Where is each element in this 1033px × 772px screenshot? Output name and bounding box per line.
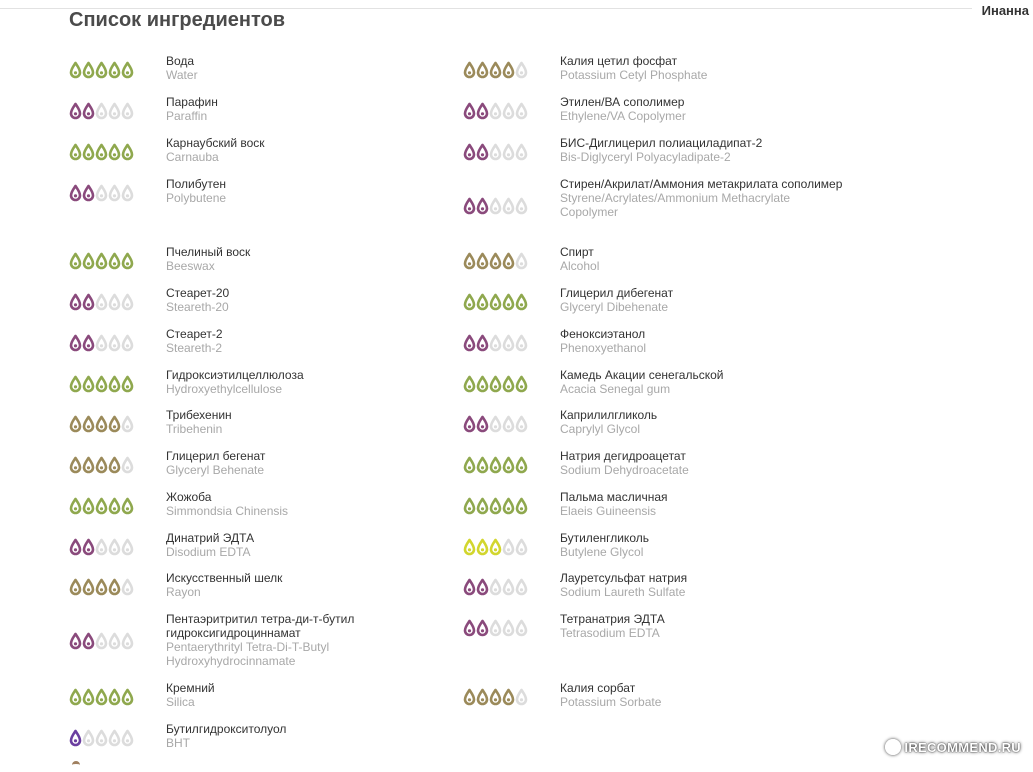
rating-drop-filled-icon bbox=[514, 293, 529, 311]
ingredient-names bbox=[560, 408, 850, 436]
rating-drop-empty-icon bbox=[120, 102, 135, 120]
ingredient-name-en: Caprylyl Glycol bbox=[560, 422, 641, 436]
watermark-logo-icon bbox=[885, 739, 901, 755]
ingredient-name-ru[interactable]: Пальма масличная bbox=[560, 490, 668, 504]
ingredient-name-ru[interactable]: Глицерил дибегенат bbox=[560, 286, 674, 300]
rating-drop-empty-icon bbox=[514, 252, 529, 270]
ingredient-name-en: Potassium Sorbate bbox=[560, 695, 662, 709]
ingredient-name-en: Tetrasodium EDTA bbox=[560, 626, 660, 640]
rating-drop-filled-icon bbox=[120, 252, 135, 270]
cut-off-rating-icon bbox=[72, 761, 80, 772]
watermark-text: IRECOMMEND.RU bbox=[904, 740, 1021, 755]
ingredient-names bbox=[166, 612, 391, 668]
ingredient-names bbox=[166, 722, 391, 750]
ingredient-names bbox=[560, 54, 850, 82]
page-title: Список ингредиентов bbox=[69, 9, 286, 31]
rating-drop-empty-icon bbox=[514, 415, 529, 433]
ingredient-name-ru[interactable]: Динатрий ЭДТА bbox=[166, 531, 255, 545]
ingredient-name-en: Glyceryl Behenate bbox=[166, 463, 265, 477]
ingredient-name-ru[interactable]: Спирт bbox=[560, 245, 594, 259]
rating-drop-empty-icon bbox=[514, 143, 529, 161]
rating-drop-empty-icon bbox=[120, 184, 135, 202]
rating-drop-filled-icon bbox=[514, 375, 529, 393]
ingredient-name-en: Steareth-20 bbox=[166, 300, 229, 314]
ingredient-name-ru[interactable]: Трибехенин bbox=[166, 408, 232, 422]
ingredient-name-en: Silica bbox=[166, 695, 195, 709]
ingredient-name-ru[interactable]: Каприлилгликоль bbox=[560, 408, 658, 422]
ingredient-names bbox=[166, 327, 391, 355]
rating-drop-filled-icon bbox=[514, 456, 529, 474]
ingredient-names bbox=[166, 286, 391, 314]
ingredient-name-en: Phenoxyethanol bbox=[560, 341, 647, 355]
ingredient-name-ru[interactable]: Пентаэритритил тетра-ди-т-бутил гидроксигидроциннамат bbox=[166, 612, 355, 640]
ingredient-name-en: Simmondsia Chinensis bbox=[166, 504, 289, 518]
ingredient-name-ru[interactable]: Полибутен bbox=[166, 177, 227, 191]
ingredient-names bbox=[166, 449, 391, 477]
ingredient-name-en: Alcohol bbox=[560, 259, 600, 273]
ingredient-name-ru[interactable]: Бутилгидрокситолуол bbox=[166, 722, 287, 736]
ingredient-name-ru[interactable]: Стеарет-2 bbox=[166, 327, 223, 341]
ingredient-name-en: Hydroxyethylcellulose bbox=[166, 382, 283, 396]
ingredient-name-en: Acacia Senegal gum bbox=[560, 382, 671, 396]
ingredient-name-ru[interactable]: Тетранатрия ЭДТА bbox=[560, 612, 665, 626]
ingredient-name-en: Styrene/Acrylates/Ammonium Methacrylate Copolymer bbox=[560, 191, 791, 219]
ingredient-name-ru[interactable]: Стирен/Акрилат/Аммония метакрилата сополимер bbox=[560, 177, 843, 191]
rating-drop-empty-icon bbox=[514, 334, 529, 352]
ingredient-name-ru[interactable]: Кремний bbox=[166, 681, 215, 695]
ingredient-name-en: Bis-Diglyceryl Polyacyladipate-2 bbox=[560, 150, 731, 164]
ingredient-names bbox=[560, 571, 850, 599]
ingredient-names bbox=[166, 95, 391, 123]
ingredient-name-en: Sodium Dehydroacetate bbox=[560, 463, 689, 477]
rating-drop-filled-icon bbox=[514, 497, 529, 515]
ingredient-name-ru[interactable]: Бутиленгликоль bbox=[560, 531, 649, 545]
ingredient-name-ru[interactable]: Камедь Акации сенегальской bbox=[560, 368, 724, 382]
ingredient-name-en: Potassium Cetyl Phosphate bbox=[560, 68, 708, 82]
ingredient-name-en: Paraffin bbox=[166, 109, 208, 123]
rating-drop-empty-icon bbox=[514, 61, 529, 79]
ingredient-names bbox=[560, 177, 850, 219]
rating-drop-empty-icon bbox=[514, 688, 529, 706]
rating-drop-empty-icon bbox=[514, 197, 529, 215]
ingredient-names bbox=[166, 177, 391, 205]
ingredient-name-en: Butylene Glycol bbox=[560, 545, 644, 559]
ingredient-name-en: Ethylene/VA Copolymer bbox=[560, 109, 686, 123]
ingredient-names bbox=[166, 368, 391, 396]
ingredient-name-ru[interactable]: Натрия дегидроацетат bbox=[560, 449, 686, 463]
ingredient-names bbox=[166, 531, 391, 559]
rating-drop-empty-icon bbox=[120, 293, 135, 311]
rating-drop-empty-icon bbox=[120, 456, 135, 474]
ingredient-name-ru[interactable]: Карнаубский воск bbox=[166, 136, 265, 150]
ingredient-names bbox=[560, 531, 850, 559]
ingredient-name-en: Rayon bbox=[166, 585, 201, 599]
ingredient-names bbox=[560, 136, 850, 164]
rating-drop-filled-icon bbox=[120, 497, 135, 515]
ingredient-names bbox=[560, 449, 850, 477]
rating-drop-filled-icon bbox=[120, 688, 135, 706]
rating-drop-empty-icon bbox=[120, 578, 135, 596]
ingredient-name-ru[interactable]: Вода bbox=[166, 54, 195, 68]
ingredient-names bbox=[560, 245, 850, 273]
rating-drop-empty-icon bbox=[120, 538, 135, 556]
ingredient-names bbox=[166, 490, 391, 518]
ingredient-name-ru[interactable]: Пчелиный воск bbox=[166, 245, 251, 259]
ingredient-name-en: Pentaerythrityl Tetra-Di-T-Butyl Hydroxyhydrocinnamate bbox=[166, 640, 330, 668]
rating-drop-empty-icon bbox=[514, 578, 529, 596]
ingredient-names bbox=[166, 245, 391, 273]
ingredient-name-en: Glyceryl Dibehenate bbox=[560, 300, 669, 314]
rating-drop-empty-icon bbox=[120, 632, 135, 650]
ingredient-name-ru[interactable]: БИС-Диглицерил полиациладипат-2 bbox=[560, 136, 763, 150]
ingredient-name-en: BHT bbox=[166, 736, 190, 750]
ingredient-names bbox=[166, 681, 391, 709]
ingredient-names bbox=[166, 571, 391, 599]
ingredient-names bbox=[560, 327, 850, 355]
rating-drop-filled-icon bbox=[120, 61, 135, 79]
ingredient-name-en: Beeswax bbox=[166, 259, 215, 273]
user-name[interactable]: Инанна bbox=[981, 3, 1029, 18]
ingredient-name-en: Sodium Laureth Sulfate bbox=[560, 585, 686, 599]
rating-drop-filled-icon bbox=[120, 143, 135, 161]
ingredient-names bbox=[560, 95, 850, 123]
ingredient-name-ru[interactable]: Стеарет-20 bbox=[166, 286, 230, 300]
ingredient-name-ru[interactable]: Глицерил бегенат bbox=[166, 449, 266, 463]
ingredient-name-ru[interactable]: Лауретсульфат натрия bbox=[560, 571, 688, 585]
ingredient-name-ru[interactable]: Этилен/ВА сополимер bbox=[560, 95, 685, 109]
ingredient-name-en: Elaeis Guineensis bbox=[560, 504, 657, 518]
rating-drop-empty-icon bbox=[514, 619, 529, 637]
ingredient-names bbox=[166, 136, 391, 164]
rating-drop-empty-icon bbox=[120, 415, 135, 433]
ingredient-name-ru[interactable]: Парафин bbox=[166, 95, 218, 109]
ingredient-names bbox=[560, 286, 850, 314]
ingredient-name-ru[interactable]: Искусственный шелк bbox=[166, 571, 283, 585]
ingredient-name-ru[interactable]: Калия сорбат bbox=[560, 681, 636, 695]
ingredient-name-en: Tribehenin bbox=[166, 422, 223, 436]
ingredient-name-en: Polybutene bbox=[166, 191, 227, 205]
ingredient-names bbox=[166, 408, 391, 436]
ingredient-name-en: Carnauba bbox=[166, 150, 219, 164]
rating-drop-empty-icon bbox=[120, 729, 135, 747]
rating-drop-empty-icon bbox=[120, 334, 135, 352]
rating-drop-empty-icon bbox=[514, 102, 529, 120]
ingredient-name-en: Water bbox=[166, 68, 198, 82]
ingredient-name-en: Disodium EDTA bbox=[166, 545, 251, 559]
ingredient-names bbox=[560, 368, 850, 396]
ingredient-names bbox=[560, 612, 850, 640]
ingredient-name-ru[interactable]: Гидроксиэтилцеллюлоза bbox=[166, 368, 304, 382]
ingredient-name-ru[interactable]: Калия цетил фосфат bbox=[560, 54, 678, 68]
ingredient-names bbox=[560, 681, 850, 709]
rating-drop-empty-icon bbox=[514, 538, 529, 556]
ingredient-names bbox=[166, 54, 391, 82]
ingredient-name-ru[interactable]: Феноксиэтанол bbox=[560, 327, 646, 341]
rating-drop-filled-icon bbox=[120, 375, 135, 393]
ingredient-name-ru[interactable]: Жожоба bbox=[166, 490, 212, 504]
ingredient-names bbox=[560, 490, 850, 518]
watermark bbox=[885, 739, 1021, 755]
ingredient-name-en: Steareth-2 bbox=[166, 341, 223, 355]
